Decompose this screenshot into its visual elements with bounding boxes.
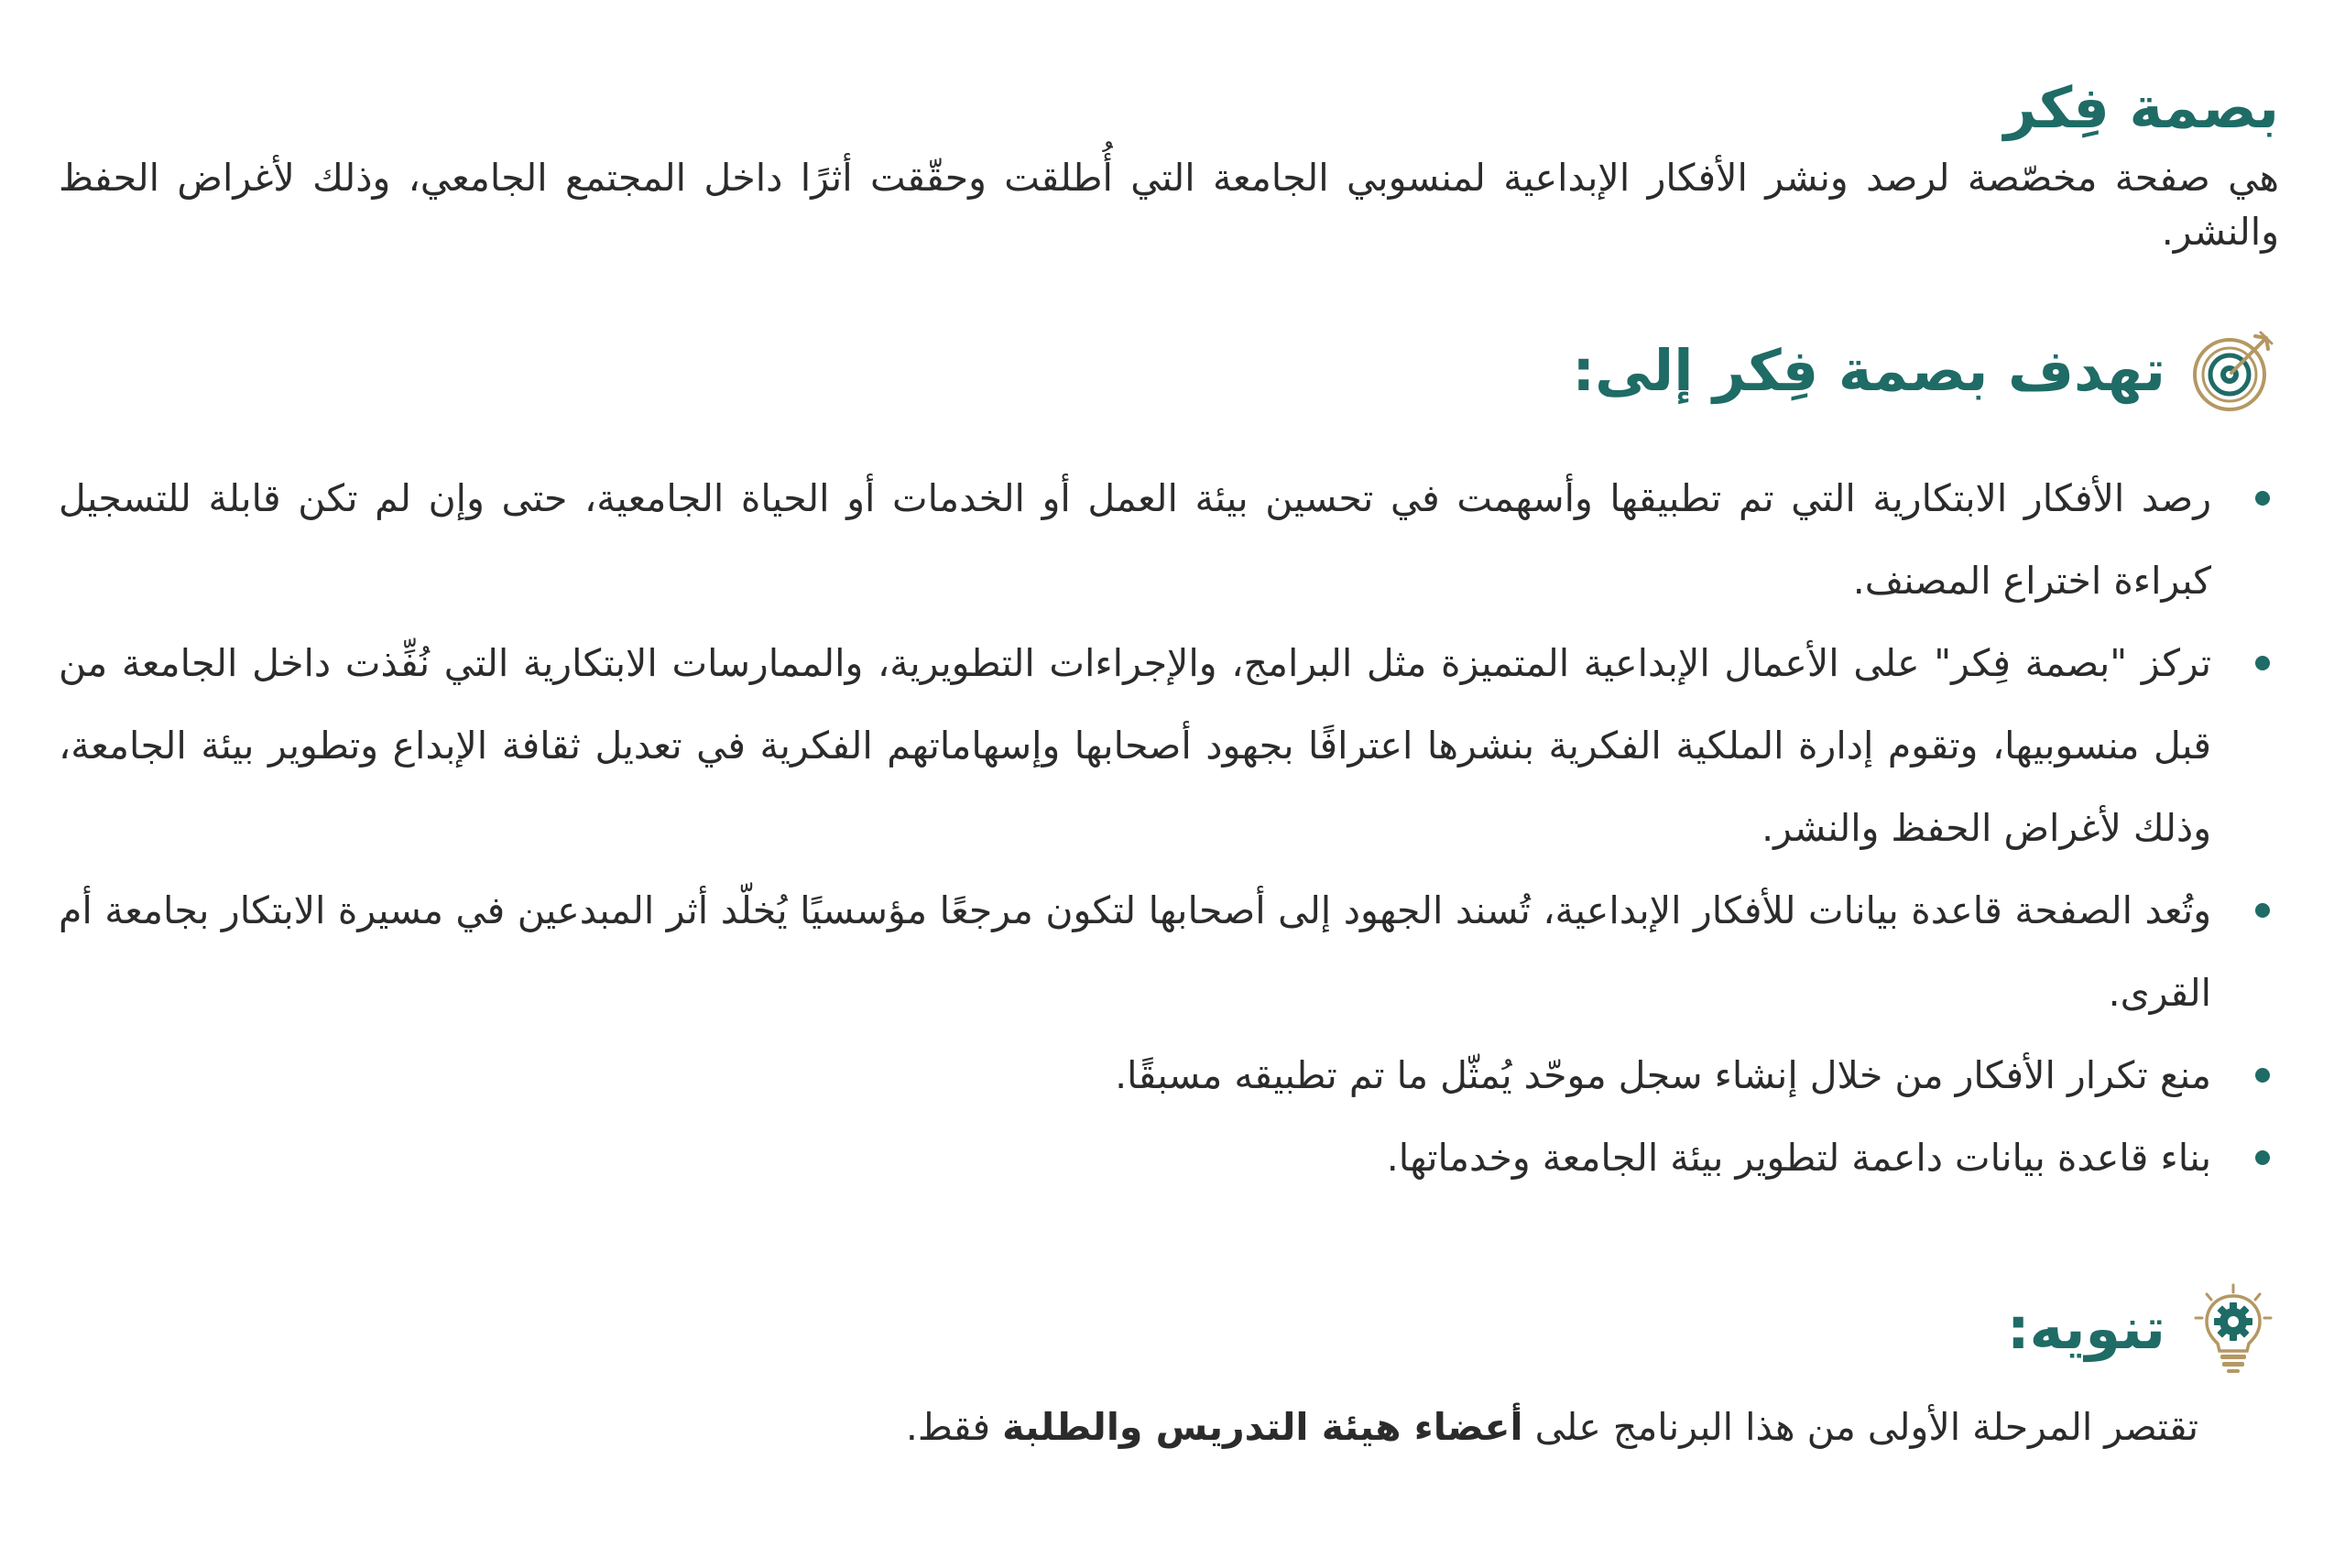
list-item	[59, 1116, 2270, 1199]
note-paragraph	[59, 1400, 2279, 1454]
note-section	[59, 1283, 2279, 1454]
goal-text: رصد الأفكار الابتكارية التي تم تطبيقها وأسهمت في تحسين بيئة العمل أو الخدمات أو الحياة الجامعية، حتى وإن لم تكن قابلة للتسجيل كبراءة اختراع المصنف.	[59, 476, 2211, 604]
goals-list	[59, 457, 2279, 1199]
goals-section	[59, 325, 2279, 1199]
list-item	[59, 457, 2270, 622]
lightbulb-gear-icon	[2187, 1283, 2279, 1375]
goals-title: تهدف بصمة فِكر إلى:	[1572, 337, 2165, 405]
goals-header	[59, 325, 2279, 417]
intro-paragraph: هي صفحة مخصّصة لرصد ونشر الأفكار الإبداعية لمنسوبي الجامعة التي أُطلقت وحقّقت أثرًا داخل المجتمع الجامعي، وذلك لأغراض الحفظ والنشر.	[59, 155, 2279, 255]
note-title: تنويه:	[2006, 1295, 2165, 1363]
bullet-icon	[2211, 869, 2270, 952]
intro-section	[59, 71, 2279, 259]
note-text-bold: أعضاء هيئة التدريس والطلبة	[1002, 1405, 1523, 1450]
list-item	[59, 622, 2270, 869]
goal-text: بناء قاعدة بيانات داعمة لتطوير بيئة الجامعة وخدماتها.	[1386, 1136, 2211, 1181]
goal-text: وتُعد الصفحة قاعدة بيانات للأفكار الإبداعية، تُسند الجهود إلى أصحابها لتكون مرجعًا مؤسسيًا يُخلّد أثر المبدعين في مسيرة الابتكار بجامعة أم القرى.	[59, 888, 2211, 1016]
list-item	[59, 1034, 2270, 1116]
page-title: بصمة فِكر	[2003, 74, 2279, 141]
bullet-icon	[2211, 622, 2270, 704]
note-header	[59, 1283, 2279, 1375]
bullet-icon	[2211, 457, 2270, 539]
bullet-icon	[2211, 1034, 2270, 1116]
list-item	[59, 869, 2270, 1034]
goal-text: منع تكرار الأفكار من خلال إنشاء سجل موحّد يُمثّل ما تم تطبيقه مسبقًا.	[1115, 1053, 2211, 1098]
note-text-after: فقط.	[905, 1405, 1003, 1450]
note-text-before: تقتصر المرحلة الأولى من هذا البرنامج على	[1522, 1405, 2198, 1450]
goal-text: تركز "بصمة فِكر" على الأعمال الإبداعية المتميزة مثل البرامج، والإجراءات التطويرية، والممارسات الابتكارية التي نُفِّذت داخل الجامعة من قبل منسوبيها، وتقوم إدارة الملكية الفكرية بنشرها اعترافًا بجهود أصحابها وإسهاماتهم الفكرية في تعديل ثقافة الإبداع وتطوير بيئة الجامعة، وذلك لأغراض الحفظ والنشر.	[59, 641, 2211, 851]
target-icon	[2187, 325, 2279, 417]
bullet-icon	[2211, 1116, 2270, 1199]
